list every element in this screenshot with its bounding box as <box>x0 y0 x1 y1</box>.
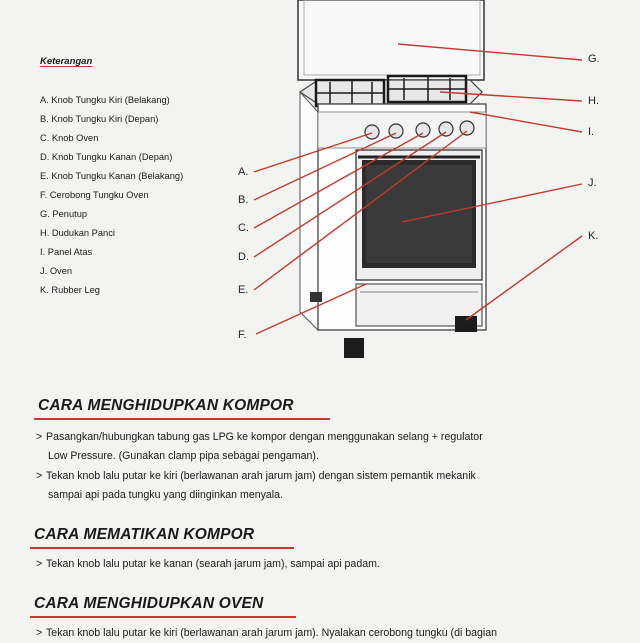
stove-lid <box>298 0 484 80</box>
callout-d: D. <box>238 251 249 263</box>
legend-item-a: A. Knob Tungku Kiri (Belakang) <box>40 95 170 105</box>
legend-item-c: C. Knob Oven <box>40 133 99 143</box>
legend-item-g: G. Penutup <box>40 209 88 219</box>
heading-underline <box>30 616 296 618</box>
callout-f: F. <box>238 329 247 341</box>
legend-title: Keterangan <box>40 56 93 67</box>
paragraph-ignite-burner <box>36 467 596 505</box>
text-line: Low Pressure. (Gunakan clamp pipa sebagai pengaman). <box>48 450 319 462</box>
legend-item-f: F. Cerobong Tungku Oven <box>40 190 149 200</box>
legend-item-e: E. Knob Tungku Kanan (Belakang) <box>40 171 184 181</box>
legend-item-k: K. Rubber Leg <box>40 285 100 295</box>
pan-support-grates <box>300 76 482 106</box>
callout-a: A. <box>238 166 249 178</box>
heading-turn-on-stove: CARA MENGHIDUPKAN KOMPOR <box>38 397 294 414</box>
text-line: Tekan knob lalu putar ke kanan (searah jarum jam), sampai api padam. <box>46 558 380 570</box>
heading-turn-on-oven: CARA MENGHIDUPKAN OVEN <box>34 595 264 612</box>
callout-b: B. <box>238 194 249 206</box>
callout-c: C. <box>238 222 249 234</box>
legend-item-b: B. Knob Tungku Kiri (Depan) <box>40 114 159 124</box>
text-line: sampai api pada tungku yang diinginkan menyala. <box>48 489 283 501</box>
bullet-marker: > <box>36 470 43 482</box>
callout-k: K. <box>588 230 599 242</box>
callout-g: G. <box>588 53 600 65</box>
paragraph-turn-off <box>36 555 596 574</box>
callout-e: E. <box>238 284 249 296</box>
text-line: Tekan knob lalu putar ke kiri (berlawanan arah jarum jam) dengan sistem pemantik mekanik <box>46 470 476 482</box>
bullet-marker: > <box>36 558 43 570</box>
legend-item-i: I. Panel Atas <box>40 247 93 257</box>
legend-item-d: D. Knob Tungku Kanan (Depan) <box>40 152 173 162</box>
stove-body <box>300 92 486 330</box>
bullet-marker: > <box>36 431 43 443</box>
paragraph-connect-gas <box>36 428 596 466</box>
heading-underline <box>34 418 330 420</box>
legend-item-j: J. Oven <box>40 266 73 276</box>
text-line: Tekan knob lalu putar ke kiri (berlawanan arah jarum jam). Nyalakan cerobong tungku (di bagian <box>46 627 498 639</box>
legend-item-h: H. Dudukan Panci <box>40 228 115 238</box>
bullet-marker: > <box>36 627 43 639</box>
heading-turn-off-stove: CARA MEMATIKAN KOMPOR <box>34 526 255 543</box>
heading-underline <box>30 547 294 549</box>
callout-h: H. <box>588 95 599 107</box>
paragraph-oven-ignite <box>36 624 636 643</box>
callout-j: J. <box>588 177 597 189</box>
text-line: Pasangkan/hubungkan tabung gas LPG ke kompor dengan menggunakan selang + regulator <box>46 431 483 443</box>
callout-i: I. <box>588 126 595 138</box>
